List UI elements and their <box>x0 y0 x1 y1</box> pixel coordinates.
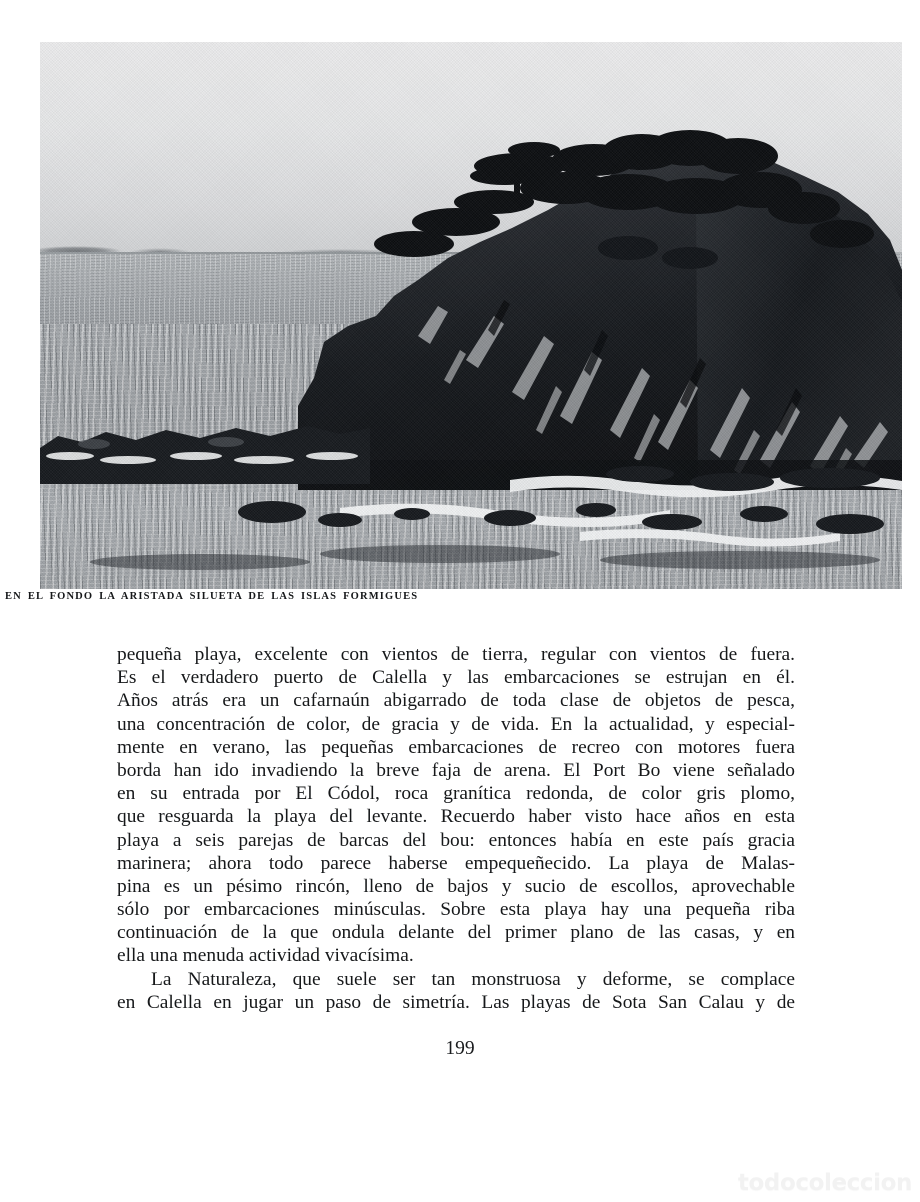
todocoleccion-watermark: todocoleccion <box>737 1170 912 1196</box>
text-line: en Calella en jugar un paso de simetría. Las playas de Sota San Calau y de <box>117 991 795 1013</box>
text-line: playa a seis parejas de barcas del bou: entonces había en este país gracia <box>117 829 795 851</box>
text-line: continuación de la que ondula delante del primer plano de las casas, y en <box>117 922 795 944</box>
text-line: mente en verano, las pequeñas embarcaciones de recreo con motores fuera <box>117 736 795 758</box>
text-line: borda han ido invadiendo la breve faja de arena. El Port Bo viene señalado <box>117 759 795 781</box>
text-line: marinera; ahora todo parece haberse empequeñecido. La playa de Malas- <box>117 852 795 874</box>
photo-frame <box>40 42 902 589</box>
text-line: pina es un pésimo rincón, lleno de bajos y sucio de escollos, aprovechable <box>117 875 795 897</box>
paragraph-1 <box>117 643 795 968</box>
page-number: 199 <box>445 1038 475 1059</box>
text-line: Es el verdadero puerto de Calella y las embarcaciones se estrujan en él. <box>117 667 795 689</box>
paragraph-2 <box>117 968 795 1014</box>
text-line: una concentración de color, de gracia y de vida. En la actualidad, y especial- <box>117 713 795 735</box>
text-line: pequeña playa, excelente con vientos de tierra, regular con vientos de fuera. <box>117 644 795 665</box>
text-line: sólo por embarcaciones minúsculas. Sobre esta playa hay una pequeña riba <box>117 899 795 921</box>
coastal-cliff-photograph <box>40 42 902 589</box>
body-text <box>117 643 795 1014</box>
photo-foreground-rocks-and-foam <box>40 462 902 589</box>
text-line: ella una menuda actividad vivacísima. <box>117 945 414 967</box>
text-line: La Naturaleza, que suele ser tan monstruosa y deforme, se complace <box>151 968 795 990</box>
text-line: Años atrás era un cafarnaún abigarrado de toda clase de objetos de pesca, <box>117 690 795 712</box>
text-line: que resguarda la playa del levante. Recuerdo haber visto hace años en esta <box>117 806 795 828</box>
photo-caption: EN EL FONDO LA ARISTADA SILUETA DE LAS ISLAS FORMIGUES <box>5 591 419 602</box>
photo-rocky-headland <box>298 130 902 490</box>
text-line: en su entrada por El Códol, roca granítica redonda, de color gris plomo, <box>117 783 795 805</box>
